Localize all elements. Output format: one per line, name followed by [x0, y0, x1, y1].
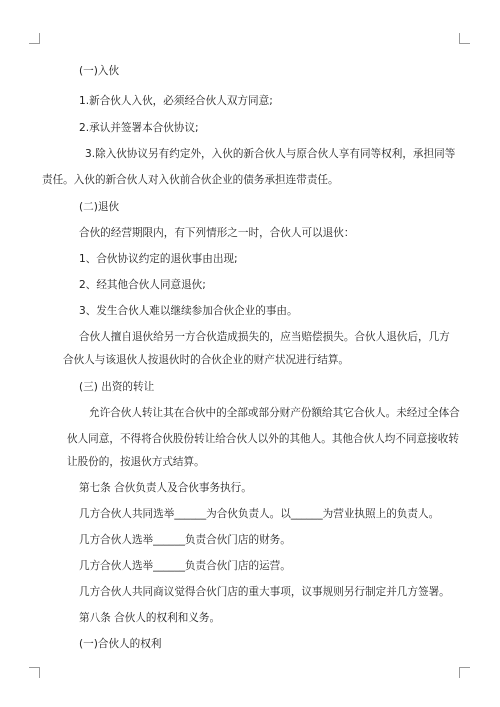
paragraph-line: 让股份的，按退伙方式结算。: [67, 456, 205, 468]
paragraph-line: 几方合伙人选举______负责合伙门店的运营。: [79, 560, 291, 572]
paragraph-line: 2.承认并签署本合伙协议;: [79, 122, 199, 134]
paragraph-line: 几方合伙人共同选举______为合伙负责人。以______为营业执照上的负责人。: [79, 508, 440, 520]
paragraph-line: 伙人同意，不得将合伙股份转让给合伙人以外的其他人。其他合伙人均不同意接收转: [67, 433, 459, 445]
article-heading-8: 第八条 合伙人的权利和义务。: [79, 612, 221, 624]
list-item: 2、经其他合伙人同意退伙;: [79, 279, 206, 291]
paragraph-line: 几方合伙人选举______负责合伙门店的财务。: [79, 534, 291, 546]
section-heading-joining: (一)入伙: [79, 65, 120, 77]
section-heading-transfer: (三) 出资的转让: [79, 381, 155, 393]
crop-mark-top-right: [459, 33, 470, 44]
paragraph-line: 合伙的经营期限内，有下列情形之一时，合伙人可以退伙：: [79, 227, 355, 239]
paragraph-line: 责任。入伙的新合伙人对入伙前合伙企业的债务承担连带责任。: [42, 174, 339, 186]
article-heading-7: 第七条 合伙负责人及合伙事务执行。: [79, 482, 252, 494]
paragraph-line: 1.新合伙人入伙，必须经合伙人双方同意;: [79, 95, 273, 107]
paragraph-line: 几方合伙人共同商议觉得合伙门店的重大事项，议事规则另行制定并几方签署。: [79, 586, 450, 598]
section-heading-withdrawal: (二)退伙: [79, 201, 120, 213]
paragraph-line: 合伙人擅自退伙给另一方合伙造成损失的，应当赔偿损失。合伙人退伙后，几方: [79, 331, 450, 343]
crop-mark-bottom-left: [29, 667, 40, 678]
crop-mark-bottom-right: [459, 667, 470, 678]
section-heading-rights: (一)合伙人的权利: [79, 638, 162, 650]
paragraph-line: 允许合伙人转让其在合伙中的全部或部分财产份额给其它合伙人。未经过全体合: [89, 407, 460, 419]
list-item: 3、发生合伙人难以继续参加合伙企业的事由。: [79, 305, 298, 317]
paragraph-line: 3.除入伙协议另有约定外，入伙的新合伙人与原合伙人享有同等权利，承担同等: [85, 148, 456, 160]
paragraph-line: 合伙人与该退伙人按退伙时的合伙企业的财产状况进行结算。: [63, 354, 350, 366]
list-item: 1、合伙协议约定的退伙事由出现;: [79, 253, 238, 265]
crop-mark-top-left: [29, 33, 40, 44]
